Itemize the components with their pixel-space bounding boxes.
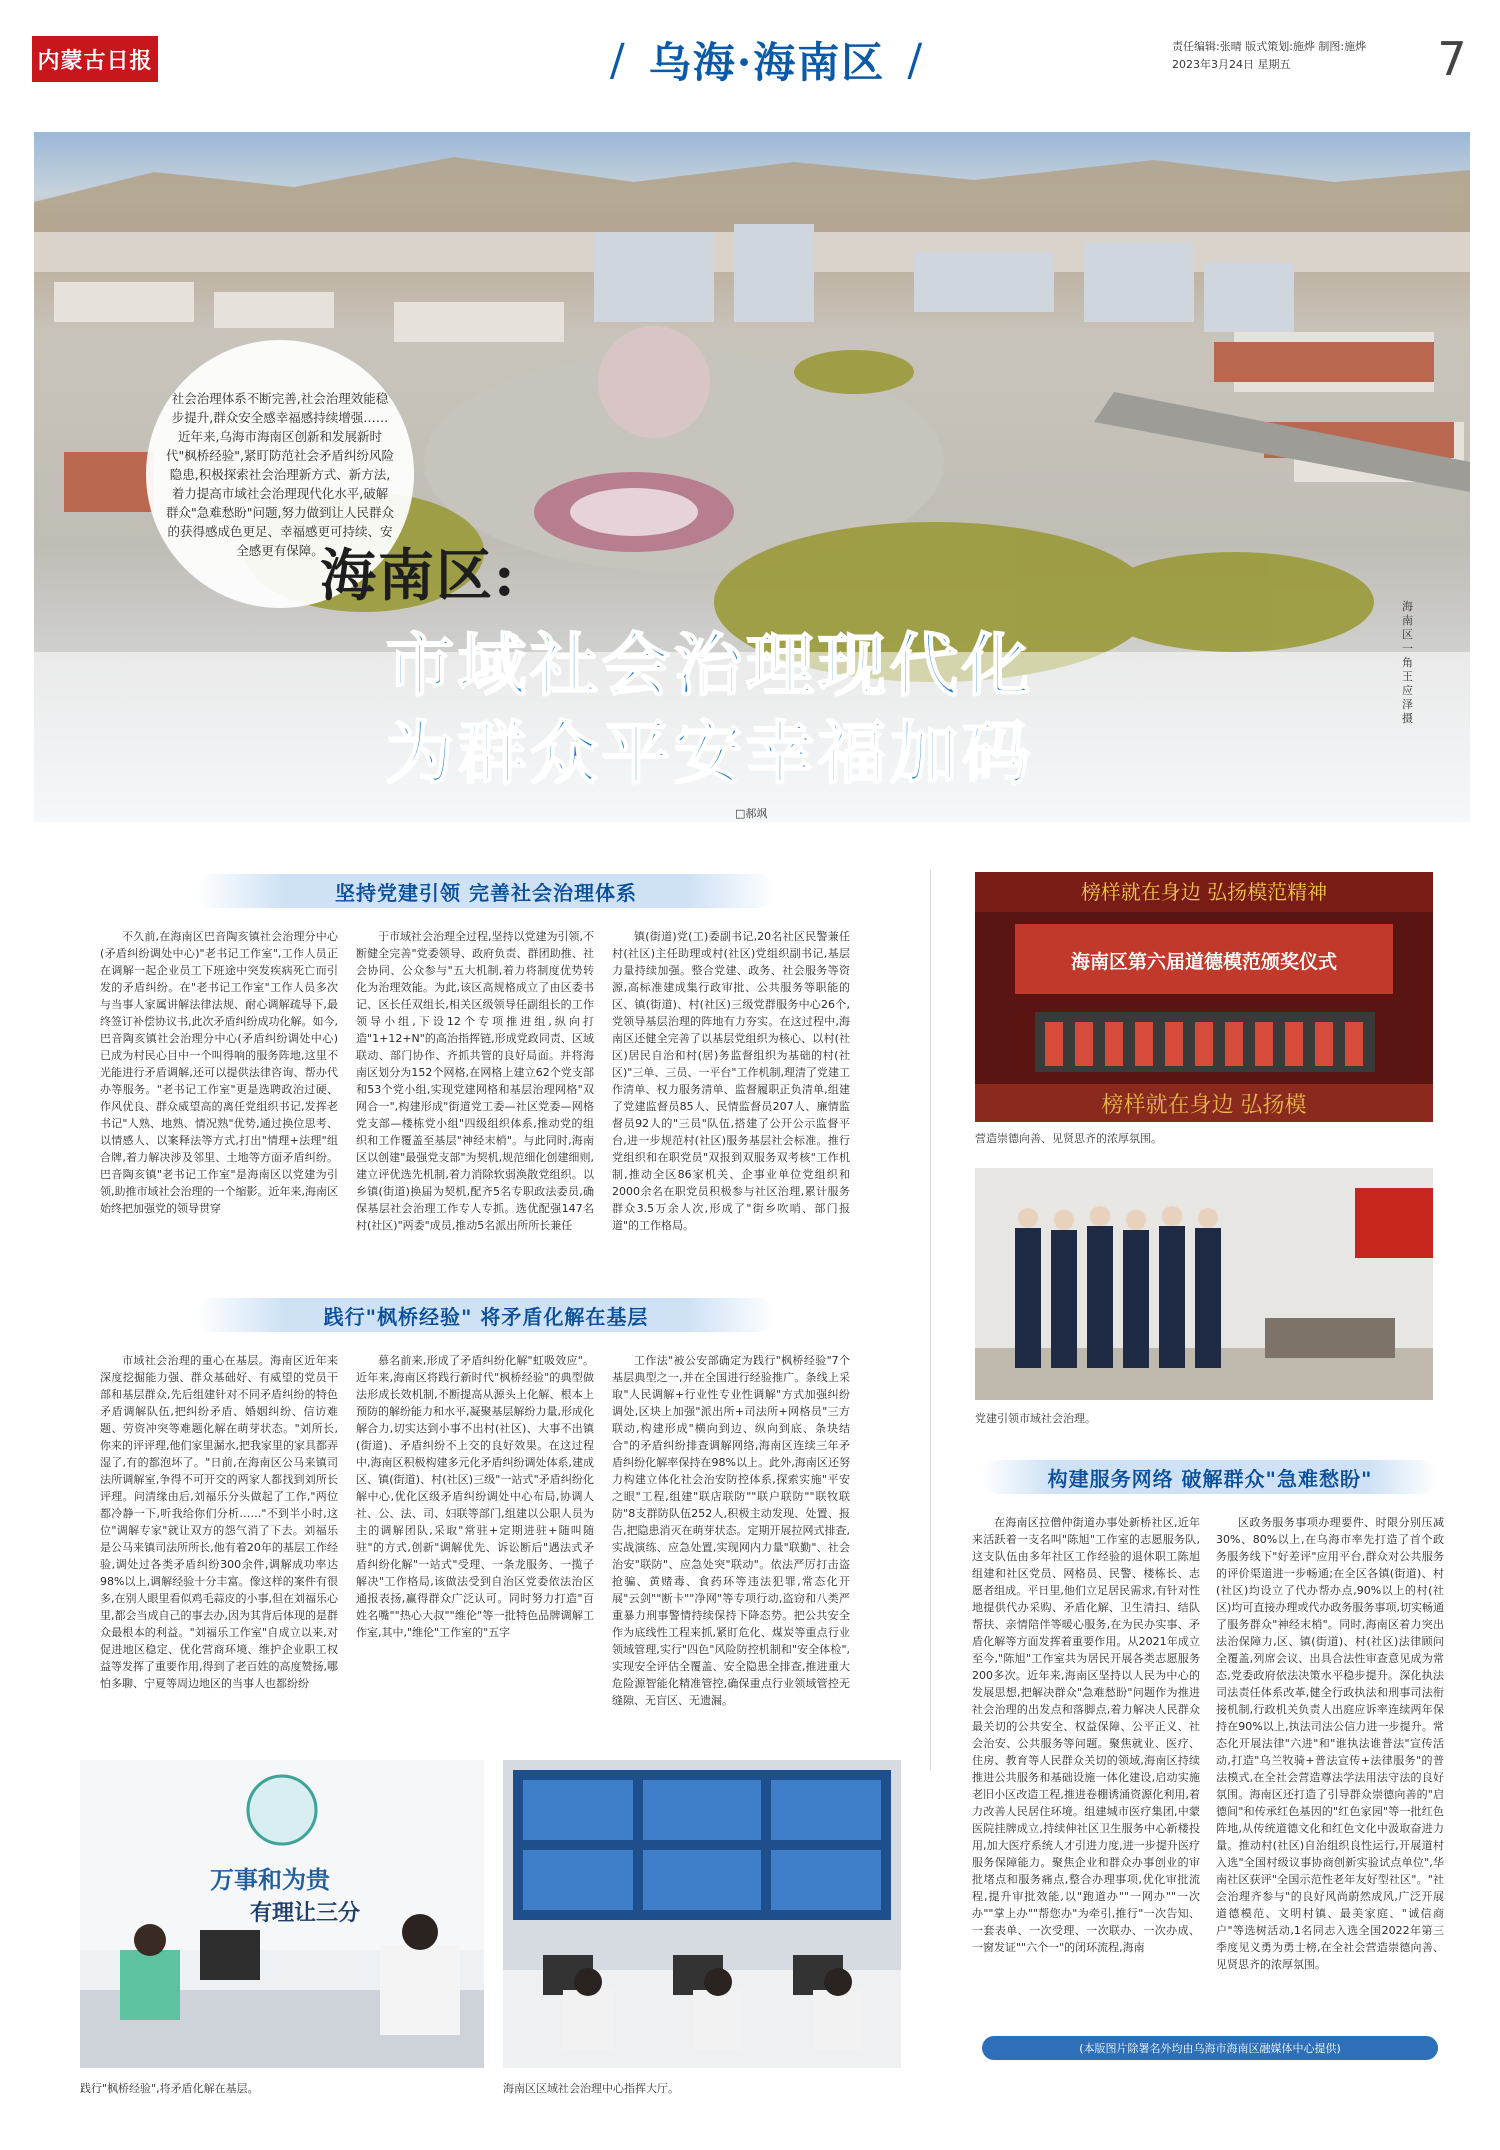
byline: □郝飒 bbox=[735, 807, 768, 820]
command-center-photo bbox=[503, 1760, 901, 2068]
wall-slogan-2: 有理让三分 bbox=[250, 1901, 361, 1926]
image-source-note: (本版图片除署名外均由乌海市海南区融媒体中心提供) bbox=[982, 2036, 1438, 2060]
section-name: 乌海·海南区 bbox=[648, 38, 886, 87]
paragraph: 镇(街道)党(工)委副书记,20名社区民警兼任村(社区)主任助理或村(社区)党组织副书记,基层力量持续加强。整合党建、政务、社会服务等资源,高标准建成集行政审批、公共服务等职能的区、镇(街道)、村(社区)三级党群服务中心26个,党领导基层治理的阵地有力夯实。在这过程中,海南区还健全完善了以基层党组织为核心、以村(社区)居民自治和村(居)务监督组织为基础的村(社区)"三单、三员、一平台"工作机制,理清了党建工作清单、权力服务清单、监督履职正负清单,组建了党建监督员85人、民情监督员207人、廉情监督员92人的"三员"队伍,搭建了公开公示监督平台,进一步规范村(社区)服务基层社会标准。推行党组织和在职党员"双报到双服务双考核"工作机制,推动全区86家机关、企事业单位党组织和2000余名在职党员积极参与社区治理,累计服务群众3.5万余人次,形成了"街乡吹哨、部门报道"的工作格局。 bbox=[612, 930, 850, 1232]
masthead bbox=[32, 30, 1472, 100]
award-ceremony-photo bbox=[975, 872, 1433, 1122]
headline-line1: 市域社会治理现代化 bbox=[386, 627, 1035, 706]
photo-credit: 海南区一角 王应泽 摄 bbox=[1402, 600, 1413, 725]
credits bbox=[1172, 38, 1422, 74]
publish-date: 2023年3月24日 星期五 bbox=[1172, 58, 1291, 71]
section-title: / 乌海·海南区 / bbox=[552, 30, 982, 90]
article-column bbox=[612, 928, 850, 1264]
intro-text: 社会治理体系不断完善,社会治理效能稳步提升,群众安全感幸福感持续增强……近年来,乌海市海南区创新和发展新时代"枫桥经验",紧盯防范社会矛盾纠纷风险隐患,积极探索社会治理新方式、新方法,着力提高市域社会治理现代化水平,破解群众"急难愁盼"问题,努力做到让人民群众的获得感成色更足、幸福感更可持续、安全感更有保障。 bbox=[166, 390, 394, 558]
photo-caption: 践行"枫桥经验",将矛盾化解在基层。 bbox=[80, 2082, 259, 2095]
wall-slogan-1: 万事和为贵 bbox=[210, 1866, 330, 1894]
article-column bbox=[972, 1514, 1200, 2034]
article-column bbox=[100, 1352, 338, 1732]
section-heading-fengqiao: 践行"枫桥经验" 将矛盾化解在基层 bbox=[196, 1298, 776, 1332]
article-column bbox=[100, 928, 338, 1264]
paragraph: 工作法"被公安部确定为践行"枫桥经验"7个基层典型之一,并在全国进行经验推广。条线上采取"人民调解+行业性专业性调解"方式加强纠纷调处,区块上加强"派出所+司法所+网格员"三方联动,构建形成"横向到边、纵向到底、条块结合"的矛盾纠纷排查调解网络,海南区连续三年矛盾纠纷化解率保持在98%以上。此外,海南区还努力构建立体化社会治安防控体系,探索实施"平安之眼"工程,组建"联店联防""联户联防""联牧联防"8支群防队伍252人,积极主动发现、处置、报告,把隐患消灭在萌芽状态。定期开展拉网式排查,实战演练、应急处置,实现网内力量"联勤"、社会治安"联防"、应急处突"联动"。依法严厉打击盗抢骗、黄赌毒、食药环等违法犯罪,常态化开展"云剑""断卡""净网"等专项行动,盗窃和八类严重暴力刑事警情持续保持下降态势。把公共安全作为底线性工程来抓,紧盯危化、煤炭等重点行业领域管理,实行"四色"风险防控机制和"安全体检",实现安全评估全覆盖、安全隐患全排查,推进重大危险源智能化精准管控,确保重点行业领域管控无缝隙、无盲区、无遗漏。 bbox=[612, 1354, 850, 1707]
headline-line2: 为群众平安幸福加码 bbox=[386, 715, 1035, 794]
newspaper-logo: 内蒙古日报 bbox=[32, 36, 158, 82]
photo-caption: 党建引领市域社会治理。 bbox=[975, 1412, 1096, 1425]
paragraph: 于市域社会治理全过程,坚持以党建为引领,不断健全完善"党委领导、政府负责、群团助推、社会协同、公众参与"五大机制,着力将制度优势转化为治理效能。为此,该区高规格成立了由区委书记、区长任双组长,相关区级领导任副组长的工作领导小组,下设12个专项推进组,纵向打造"1+12+N"的高治指挥链,形成党政同责、区域联动、部门协作、齐抓共管的良好局面。并将海南区划分为152个网格,在网格上建立62个党支部和53个党小组,实现党建网格和基层治理网格"双网合一",构建形成"街道党工委—社区党委—网格党支部—楼栋党小组"四级组织体系,推动党的组织和工作覆盖至基层"神经末梢"。与此同时,海南区以创建"最强党支部"为契机,规范细化创建细则,建立评优选先机制,着力消除软弱涣散党组织。以乡镇(街道)换届为契机,配齐5名专职政法委员,确保基层社会治理工作专人专抓。选优配强147名村(社区)"两委"成员,推动5名派出所所长兼任 bbox=[356, 930, 594, 1232]
editor-credits: 责任编辑:张晴 版式策划:施烨 制图:施烨 bbox=[1172, 40, 1367, 53]
photo-caption: 营造崇德向善、见贤思齐的浓厚氛围。 bbox=[975, 1132, 1162, 1145]
mediation-room-photo bbox=[80, 1760, 484, 2068]
photo-caption: 海南区区域社会治理中心指挥大厅。 bbox=[503, 2082, 679, 2095]
paragraph: 在海南区拉僧仲街道办事处新桥社区,近年来活跃着一支名叫"陈旭"工作室的志愿服务队,这支队伍由多年社区工作经验的退休职工陈旭组建和社区党员、网格员、民警、楼栋长、志愿者组成。平日里,他们立足居民需求,有针对性地提供代办采购、矛盾化解、卫生清扫、结队帮扶、亲情陪伴等暖心服务,在为民办实事、矛盾化解等方面发挥着重要作用。从2021年成立至今,"陈旭"工作室共为居民开展各类志愿服务200多次。近年来,海南区坚持以人民为中心的发展思想,把解决群众"急难愁盼"问题作为推进社会治理的出发点和落脚点,着力解决人民群众最关切的公共安全、权益保障、公平正义、社会治安、公共服务等问题。聚焦就业、医疗、住房、教育等人民群众关切的领域,海南区持续推进公共服务和基础设施一体化建设,启动实施老旧小区改造工程,推进卷棚诱涌资源化利用,着力改善人民居住环境。组建城市医疗集团,中蒙医院挂牌成立,持续伸社区卫生服务中心新楼投用,加大医疗系统人才引进力度,进一步提升医疗服务保障能力。聚焦企业和群众办事创业的审批堵点和服务痛点,整合办理事项,优化审批流程,提升审批效能,以"跑道办""一网办""一次办""掌上办""帮您办"为牵引,推行"一次告知、一套表单、一次受理、一次联办、一次办成、一窗发证""六个一"的闭环流程,海南 bbox=[972, 1516, 1200, 1954]
section-heading-service-network: 构建服务网络 破解群众"急难愁盼" bbox=[982, 1460, 1438, 1494]
article-column bbox=[356, 1352, 594, 1732]
article-column bbox=[356, 928, 594, 1264]
paragraph: 区政务服务事项办理要件、时限分别压减30%、80%以上,在乌海市率先打造了首个政务服务线下"好差评"应用平台,群众对公共服务的评价渠道进一步畅通;在全区各镇(街道)、村(社区)均设立了代办帮办点,90%以上的村(社区)均可直接办理或代办政务服务事项,切实畅通了服务群众"神经末梢"。同时,海南区着力突出法治保障力,区、镇(街道)、村(社区)法律顾问全覆盖,列席会议、出具合法性审查意见成为常态,党委政府依法决策水平稳步提升。深化执法司法责任体系改革,健全行政执法和刑事司法衔接机制,行政机关负责人出庭应诉率连续两年保持在90%以上,执法司法公信力进一步提升。常态化开展法律"六进"和"谁执法谁普法"宣传活动,打造"乌兰牧骑+普法宣传+法律服务"的普法模式,在全社会营造尊法学法用法守法的良好氛围。海南区还打造了引导群众崇德向善的"启德间"和传承红色基因的"红色家园"等一批红色阵地,从传统道德文化和红色文化中汲取奋进力量。推动村(社区)自治组织良性运行,开展道村入选"全国村级议事协商创新实验试点单位",华南社区获评"全国示范性老年友好型社区"。"社会治理齐参与"的良好风尚蔚然成风,广泛开展道德模范、文明村镇、最美家庭、"诚信商户"等选树活动,1名同志入选全国2022年第三季度见义勇为勇士榜,在全社会营造崇德向善、见贤思齐的浓厚氛围。 bbox=[1216, 1516, 1444, 1971]
paragraph: 市域社会治理的重心在基层。海南区近年来深度挖掘能力强、群众基础好、有威望的党员干部和基层群众,先后组建针对不同矛盾纠纷的特色矛盾调解队伍,把纠纷矛盾、婚姻纠纷、信访难题、劳资冲突等难题化解在萌芽状态。"刘所长,你来的评评理,他们家里漏水,把我家里的家具都弄湿了,有的都泡坏了。"日前,在海南区公马来镇司法所调解室,争得不可开交的两家人都找到刘所长评理。问清缘由后,刘福乐分头做起了工作,"两位都冷静一下,听我给你们分析……"不到半小时,这位"调解专家"就让双方的怨气消了下去。刘福乐是公马来镇司法所所长,他有着20年的基层工作经验,调处过各类矛盾纠纷300余件,调解成功率达98%以上,调解经验十分丰富。像这样的案件有很多,在别人眼里看似鸡毛蒜皮的小事,但在刘福乐心里,都会当成自己的事去办,因为其背后体现的是群众最根本的利益。"刘福乐工作室"自成立以来,对促进地区稳定、优化营商环境、维护企业职工权益等发挥了重要作用,得到了老百姓的高度赞扬,哪怕多聊、宁夏等周边地区的当事人也都纷纷 bbox=[100, 1354, 338, 1690]
article-column bbox=[612, 1352, 850, 1732]
stage-title-text: 海南区第六届道德模范颁奖仪式 bbox=[1070, 951, 1338, 973]
banner-bottom-text: 榜样就在身边 弘扬模 bbox=[1101, 1093, 1307, 1118]
party-oath-photo bbox=[975, 1168, 1433, 1400]
section-heading-party-building: 坚持党建引领 完善社会治理体系 bbox=[196, 874, 776, 908]
headline-kicker: 海南区: bbox=[320, 543, 517, 609]
paragraph: 不久前,在海南区巴音陶亥镇社会治理分中心(矛盾纠纷调处中心)"老书记工作室",工作人员正在调解一起企业员工下班途中突发疾病死亡而引发的矛盾纠纷。在"老书记工作室"工作人员多次与当事人家属讲解法律法规、耐心调解疏导下,最终签订补偿协议书,此次矛盾纠纷成功化解。如今,巴音陶亥镇社会治理分中心(矛盾纠纷调处中心)已成为村民心目中一个叫得响的服务阵地,这里不光能进行矛盾调解,还可以提供法律咨询、帮办代办等服务。"老书记工作室"更是选聘政治过硬、作风优良、群众威望高的离任党组织书记,发挥老书记"人熟、地熟、情况熟"优势,通过换位思考、以情感人、以案释法等方式,打出"情理+法理"组合牌,着力解决涉及邻里、土地等方面矛盾纠纷。巴音陶亥镇"老书记工作室"是海南区以党建为引领,助推市域社会治理的一个缩影。近年来,海南区始终把加强党的领导贯穿 bbox=[100, 930, 338, 1215]
paragraph: 慕名前来,形成了矛盾纠纷化解"虹吸效应"。近年来,海南区将践行新时代"枫桥经验"的典型做法形成长效机制,不断提高从源头上化解、根本上预防的解纷能力和水平,凝聚基层解纷力量,形成化解合力,切实达到小事不出村(社区)、大事不出镇(街道)、矛盾纠纷不上交的良好效果。在这过程中,海南区积极构建多元化矛盾纠纷调处体系,建成区、镇(街道)、村(社区)三级"一站式"矛盾纠纷化解中心,优化区级矛盾纠纷调处中心布局,协调人社、公、法、司、妇联等部门,组建以公职人员为主的调解团队,采取"常驻+定期进驻+随叫随驻"的方式,创新"调解优先、诉讼断后"遇法式矛盾纠纷化解"一站式"受理、一条龙服务、一揽子解决"工作格局,该做法受到自治区党委依法治区通报表扬,赢得群众广泛认可。同时努力打造"百姓名嘴""热心大叔""维伦"等一批特色品牌调解工作室,其中,"维伦"工作室的"五字 bbox=[356, 1354, 594, 1639]
banner-top-text: 榜样就在身边 弘扬模范精神 bbox=[1080, 880, 1328, 904]
page-number: 7 bbox=[1437, 32, 1467, 86]
column-divider bbox=[930, 870, 931, 1770]
article-column bbox=[1216, 1514, 1444, 2034]
